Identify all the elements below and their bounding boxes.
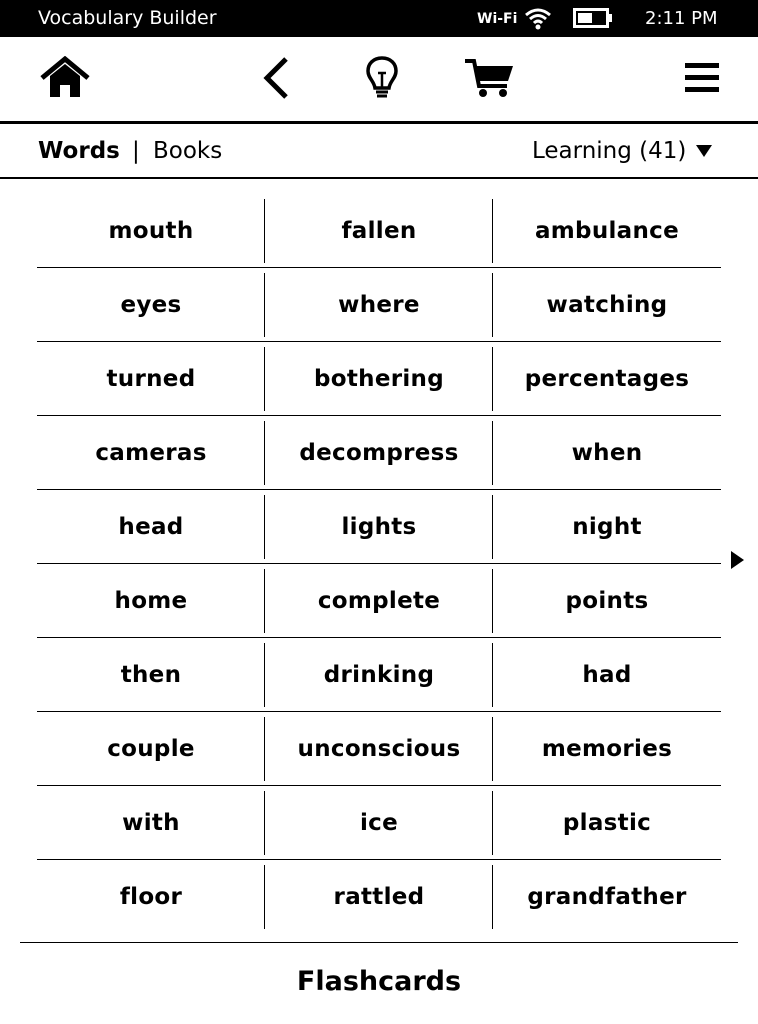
word-row <box>37 268 721 342</box>
word-cell[interactable]: cameras <box>95 440 207 466</box>
word-cell[interactable]: plastic <box>562 810 652 836</box>
column-divider <box>264 791 265 855</box>
word-cell[interactable]: couple <box>107 736 195 762</box>
chevron-down-icon <box>696 145 712 157</box>
word-cell[interactable]: when <box>571 440 643 466</box>
learning-filter-dropdown[interactable] <box>532 138 712 164</box>
word-cell[interactable]: percentages <box>524 366 690 392</box>
column-divider <box>492 717 493 781</box>
home-icon <box>39 56 91 104</box>
word-cell[interactable]: points <box>565 588 649 614</box>
word-row <box>37 490 721 564</box>
word-cell[interactable]: ice <box>359 810 399 836</box>
column-divider <box>264 717 265 781</box>
word-row <box>37 786 721 860</box>
column-divider <box>264 495 265 559</box>
word-cell[interactable]: turned <box>106 366 196 392</box>
toolbar <box>0 37 758 123</box>
word-row <box>37 564 721 638</box>
word-cell[interactable]: unconscious <box>297 736 461 762</box>
word-row <box>37 638 721 712</box>
word-cell[interactable]: bothering <box>314 366 444 392</box>
column-divider <box>264 865 265 929</box>
column-divider <box>492 569 493 633</box>
word-cell[interactable]: night <box>572 514 642 540</box>
word-cell[interactable]: eyes <box>120 292 182 318</box>
flashcards-button[interactable]: Flashcards <box>296 966 462 997</box>
word-cell[interactable]: rattled <box>333 884 425 910</box>
back-icon <box>261 56 291 104</box>
column-divider <box>492 791 493 855</box>
word-cell[interactable]: head <box>118 514 184 540</box>
word-cell[interactable]: memories <box>541 736 673 762</box>
tab-words[interactable]: Words <box>38 138 120 164</box>
column-divider <box>264 569 265 633</box>
menu-button[interactable] <box>674 55 730 105</box>
column-divider <box>264 643 265 707</box>
cart-icon <box>463 56 515 104</box>
column-divider <box>264 421 265 485</box>
column-divider <box>492 643 493 707</box>
column-divider <box>492 199 493 263</box>
word-cell[interactable]: decompress <box>299 440 459 466</box>
lightbulb-button[interactable] <box>354 55 410 105</box>
word-cell[interactable]: fallen <box>341 218 417 244</box>
column-divider <box>492 347 493 411</box>
word-cell[interactable]: grandfather <box>527 884 687 910</box>
wifi-icon <box>523 6 553 34</box>
word-cell[interactable]: home <box>114 588 188 614</box>
clock: 2:11 PM <box>645 8 718 29</box>
word-cell[interactable]: watching <box>546 292 668 318</box>
filter-bar <box>0 124 758 178</box>
word-row <box>37 342 721 416</box>
word-cell[interactable]: drinking <box>323 662 435 688</box>
column-divider <box>492 273 493 337</box>
battery-icon <box>573 8 613 32</box>
word-cell[interactable]: with <box>122 810 180 836</box>
home-button[interactable] <box>37 55 93 105</box>
tab-books[interactable]: Books <box>153 138 223 164</box>
column-divider <box>264 199 265 263</box>
column-divider <box>492 865 493 929</box>
wifi-label: Wi-Fi <box>477 11 518 27</box>
word-row <box>37 860 721 934</box>
filter-divider <box>0 177 758 179</box>
menu-icon <box>684 60 720 100</box>
status-title: Vocabulary Builder <box>38 7 217 29</box>
lightbulb-icon <box>365 55 399 105</box>
word-grid <box>37 194 721 934</box>
column-divider <box>264 273 265 337</box>
store-button[interactable] <box>461 55 517 105</box>
column-divider <box>264 347 265 411</box>
word-cell[interactable]: floor <box>119 884 183 910</box>
tab-separator: | <box>132 138 140 164</box>
word-cell[interactable]: complete <box>317 588 441 614</box>
word-row <box>37 712 721 786</box>
next-page-arrow-icon[interactable] <box>731 551 744 569</box>
word-row <box>37 194 721 268</box>
word-row <box>37 416 721 490</box>
word-cell[interactable]: lights <box>341 514 417 540</box>
filter-label: Learning (41) <box>532 138 687 164</box>
word-cell[interactable]: where <box>338 292 420 318</box>
column-divider <box>492 421 493 485</box>
word-cell[interactable]: then <box>120 662 182 688</box>
word-cell[interactable]: had <box>582 662 632 688</box>
word-cell[interactable]: mouth <box>108 218 194 244</box>
footer-divider <box>20 942 738 943</box>
column-divider <box>492 495 493 559</box>
word-cell[interactable]: ambulance <box>534 218 680 244</box>
back-button[interactable] <box>248 55 304 105</box>
status-bar <box>0 0 758 37</box>
